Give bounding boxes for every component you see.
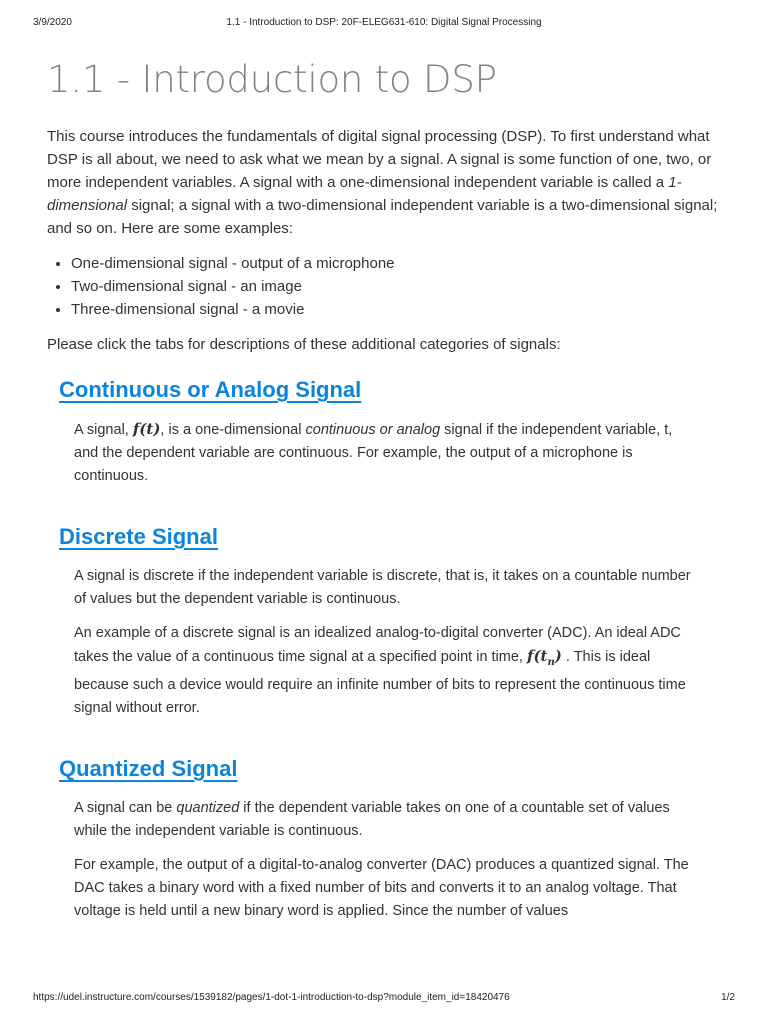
intro-paragraph: This course introduces the fundamentals of digital signal processing (DSP). To first understand what DSP is all about, we need to ask what we mean by a signal. A signal is some function of one, two, or more independent variables. A signal with a one-dimensional independent variable is called a 1-dimensional signal; a signal with a two-dimensional independent variable is a two-dimensional signal; and so on. Here are some examples: [47,128,718,237]
list-item: • Two-dimensional signal - an image [71,275,727,298]
section-quantized-body: A signal can be quantized if the dependent variable takes on one of a countable set of values while the independent variable is continuous. For example, the output of a digital-to-analog converter (DAC) produces a quantized signal. The DAC takes a binary word with a fixed number of bits and converts it to an analog voltage. That voltage is held until a new binary word is applied. Since the number of values [74,800,689,919]
math-f-of-t: f(t) [132,420,161,438]
list-item: • Three-dimensional signal - a movie [71,298,727,321]
examples-list [47,252,727,321]
tab-discrete-signal[interactable]: Discrete Signal [59,524,218,549]
list-item: • One-dimensional signal - output of a microphone [71,252,727,275]
print-url[interactable]: https://udel.instructure.com/courses/1539182/pages/1-dot-1-introduction-to-dsp?module_item_id=18420476 [33,992,510,1003]
math-f-of-t-n: $f(t_n)$ [526,647,562,668]
section-discrete-body: A signal is discrete if the independent variable is discrete, that is, it takes on a countable number of values but the dependent variable is continuous. An example of a discrete signal is an idealized analog-to-digital converter (ADC). An ideal ADC takes the value of a continuous time signal at a specified point in time, $f(t_n)$ . This is ideal because such a device would require an infinite number of bits to represent the continuous time signal without error. [74,568,691,716]
section-continuous-body: A signal, f(t), is a one-dimensional continuous or analog signal if the independent variable, t, and the dependent variable are continuous. For example, the output of a microphone is continuous. [74,420,673,484]
print-date: 3/9/2020 [33,17,72,28]
print-header [33,17,735,31]
page-title: 1.1 - Introduction to DSP [47,58,497,101]
page-content [47,125,727,934]
print-page-title: 1.1 - Introduction to DSP: 20F-ELEG631-610: Digital Signal Processing [226,17,542,28]
tab-quantized-signal[interactable]: Quantized Signal [59,756,238,781]
tab-continuous-analog-signal[interactable]: Continuous or Analog Signal [59,377,362,402]
tabs-instruction: Please click the tabs for descriptions of these additional categories of signals: [47,336,561,353]
page-number: 1/2 [721,992,735,1003]
